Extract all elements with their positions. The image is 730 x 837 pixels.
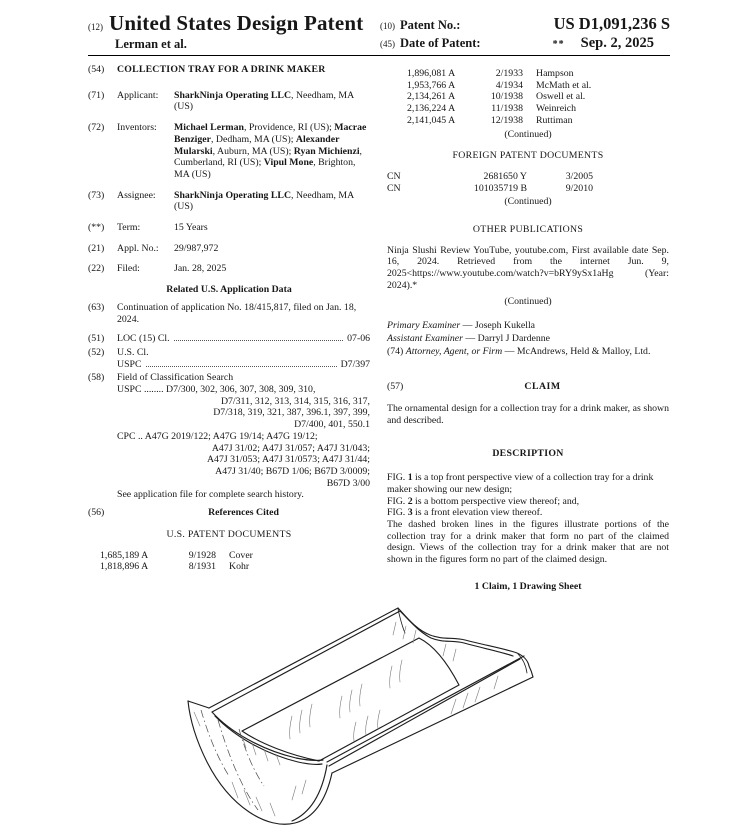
- ref-num-term: (**): [88, 222, 105, 234]
- field-of-search-label: Field of Classification Search: [117, 372, 234, 384]
- ref-num-54: (54): [88, 64, 105, 75]
- uspc-search-line: D7/318, 319, 321, 387, 396.1, 397, 399,: [213, 407, 370, 419]
- doc-date: 9/2010: [565, 182, 593, 194]
- patent-number: US D1,091,236 S: [553, 14, 670, 33]
- doc-number: 2,136,224 A: [407, 103, 456, 115]
- table-row: [407, 115, 669, 127]
- claim-text: The ornamental design for a collection tray for a drink maker, as shown and described.: [387, 403, 669, 426]
- drawing-sheet-note: 1 Claim, 1 Drawing Sheet: [474, 580, 582, 592]
- tray-perspective-drawing-svg: [146, 603, 586, 835]
- references-cited-heading: References Cited: [208, 507, 279, 519]
- cpc-search-line: B67D 3/00: [326, 477, 370, 489]
- invention-title-row: [88, 64, 370, 76]
- filed-value: Jan. 28, 2025: [174, 263, 227, 275]
- ref-num-22: (22): [88, 263, 105, 275]
- continuation-row: [88, 302, 370, 325]
- doc-name: Weinreich: [536, 103, 577, 115]
- ref-num-51: (51): [88, 333, 105, 345]
- appl-no-row: [88, 243, 370, 255]
- two-column-body: [88, 64, 670, 593]
- doc-number: 2681650 Y: [483, 170, 527, 182]
- ref-num-57: (57): [387, 381, 404, 393]
- doc-number: 2,134,261 A: [407, 91, 456, 103]
- ref-num-73: (73): [88, 189, 105, 201]
- left-column: [88, 64, 370, 593]
- continued-note: (Continued): [504, 196, 552, 208]
- description-heading: DESCRIPTION: [492, 448, 564, 460]
- doc-number: 1,953,766 A: [407, 79, 456, 91]
- assistant-examiner-line: Assistant Examiner — Darryl J Dardenne: [387, 332, 550, 344]
- doc-name: Oswell et al.: [536, 91, 586, 103]
- related-data-heading: Related U.S. Application Data: [166, 284, 292, 296]
- assignee-row: [88, 190, 370, 213]
- doc-date: 11/1938: [491, 103, 523, 115]
- doc-date: 10/1938: [490, 91, 523, 103]
- country-code: CN: [387, 170, 401, 182]
- applicant-value: SharkNinja Operating LLC, Needham, MA (US): [174, 89, 354, 113]
- fig-description-line: FIG. 3 is a front elevation view thereof.: [387, 507, 543, 519]
- table-row: [407, 103, 669, 115]
- cpc-search-line: A47J 31/40; B67D 1/06; B67D 3/0009;: [215, 465, 370, 477]
- table-row: [407, 68, 669, 80]
- header-divider: [88, 55, 670, 56]
- ref-num-21: (21): [88, 242, 105, 254]
- assignee-label: Assignee:: [117, 189, 156, 201]
- doc-date: 8/1931: [188, 561, 216, 573]
- dot-leader: [174, 333, 344, 341]
- date-of-patent-label: Date of Patent:: [400, 36, 481, 50]
- appl-no-value: 29/987,972: [174, 242, 219, 254]
- header-left: [88, 11, 380, 52]
- right-column: [387, 64, 669, 593]
- ref-num-12: (12): [88, 22, 103, 32]
- assignee-value: SharkNinja Operating LLC, Needham, MA (US): [174, 189, 354, 213]
- patent-header: [88, 11, 670, 52]
- foreign-patent-documents-heading: FOREIGN PATENT DOCUMENTS: [452, 150, 604, 162]
- term-asterisks: **: [552, 39, 565, 50]
- doc-number: 1,818,896 A: [100, 561, 149, 573]
- table-row: [407, 91, 669, 103]
- term-label: Term:: [117, 222, 141, 234]
- filed-row: [88, 263, 370, 275]
- claim-section: [387, 381, 669, 426]
- ref-num-72: (72): [88, 122, 105, 134]
- us-class-row: [88, 347, 370, 370]
- examiner-block: [387, 320, 669, 357]
- ref-num-10: (10): [380, 21, 395, 31]
- loc-class-row: [88, 333, 370, 345]
- uspc-value: D7/397: [340, 358, 370, 370]
- inventors-row: [88, 122, 370, 181]
- ref-num-71: (71): [88, 89, 105, 101]
- references-cited-row: [88, 507, 370, 519]
- term-row: [88, 222, 370, 234]
- us-patent-documents-table: [88, 550, 370, 573]
- patent-figure-collection-tray: [146, 603, 586, 835]
- header-right: [380, 11, 670, 52]
- continued-note: (Continued): [504, 128, 552, 140]
- uspc-search-line: D7/400, 401, 550.1: [294, 419, 370, 431]
- ref-num-56: (56): [88, 507, 105, 519]
- uspc-search-line: D7/311, 312, 313, 314, 315, 316, 317,: [220, 395, 370, 407]
- appl-no-label: Appl. No.:: [117, 242, 159, 254]
- ref-num-58: (58): [88, 372, 105, 384]
- doc-number: 2,141,045 A: [407, 114, 456, 126]
- cpc-search-line: A47J 31/053; A47J 31/0573; A47J 31/44;: [206, 454, 370, 466]
- claim-heading: CLAIM: [524, 381, 561, 393]
- cpc-search-line: CPC .. A47G 2019/122; A47G 19/14; A47G 19/12;: [117, 430, 318, 442]
- patent-no-label: Patent No.:: [400, 18, 461, 32]
- us-patent-documents-continued-table: [387, 66, 669, 127]
- us-cl-label: U.S. Cl.: [117, 346, 149, 358]
- ref-num-52: (52): [88, 346, 105, 358]
- country-code: CN: [387, 182, 401, 194]
- applicant-label: Applicant:: [117, 89, 159, 101]
- table-row: [100, 550, 370, 562]
- loc-value: 07-06: [347, 333, 370, 345]
- broken-lines-statement: The dashed broken lines in the figures illustrate portions of the collection tray for a drink maker that form no part of the claimed design. Views of the collection tray for a drink maker that are not shown in the figures form no part of the claimed design.: [387, 518, 669, 566]
- doc-name: Hampson: [536, 68, 574, 79]
- applicant-row: [88, 90, 370, 113]
- doc-name: Kohr: [229, 561, 250, 573]
- search-history-note: See application file for complete search history.: [117, 489, 304, 501]
- doc-date: 9/1928: [188, 549, 216, 561]
- uspc-search-line: USPC ........ D7/300, 302, 306, 307, 308, 309, 310,: [117, 384, 316, 396]
- description-section: [387, 448, 669, 592]
- doc-number: 101035719 B: [473, 182, 527, 194]
- loc-label: LOC (15) Cl.: [117, 333, 170, 345]
- attorney-line: (74) Attorney, Agent, or Firm — McAndrews, Held & Malloy, Ltd.: [387, 345, 651, 357]
- other-publications-text: Ninja Slushi Review YouTube, youtube.com, First available date Sep. 16, 2024. Retrieved from the internet Jun. 9, 2025<https://www.youtube.com/watch?v=bRY9ySx1aHg (Year: 2024).*: [387, 244, 669, 291]
- inventors-value: Michael Lerman, Providence, RI (US); Macrae Benziger, Dedham, MA (US); Alexander Mularski, Auburn, MA (US); Ryan Michienzi, Cumberland, RI (US); Vipul Mone, Brighton, MA (US): [174, 122, 367, 180]
- doc-number: 1,685,189 A: [100, 549, 149, 561]
- us-patent-documents-heading: U.S. PATENT DOCUMENTS: [166, 528, 292, 540]
- filed-label: Filed:: [117, 263, 140, 275]
- field-of-search-row: [88, 372, 370, 501]
- term-value: 15 Years: [174, 222, 208, 234]
- primary-examiner-line: Primary Examiner — Joseph Kukella: [387, 320, 536, 332]
- page-title: United States Design Patent: [109, 11, 364, 35]
- fig-description-line: FIG. 2 is a bottom perspective view thereof; and,: [387, 495, 580, 507]
- dot-leader: [146, 359, 337, 367]
- table-row: [387, 183, 669, 195]
- other-publications-heading: OTHER PUBLICATIONS: [472, 224, 584, 236]
- foreign-patent-documents-table: [387, 171, 669, 194]
- invention-title: COLLECTION TRAY FOR A DRINK MAKER: [117, 64, 326, 75]
- table-row: [407, 80, 669, 92]
- ref-num-63: (63): [88, 301, 105, 313]
- doc-number: 1,896,081 A: [407, 68, 456, 79]
- cpc-search-line: A47J 31/02; A47J 31/057; A47J 31/043;: [211, 442, 370, 454]
- uspc-label: USPC: [117, 358, 142, 370]
- fig-description-line: FIG. 1 is a top front perspective view of a collection tray for a drink maker showing our new design;: [387, 472, 654, 495]
- doc-name: Cover: [229, 549, 253, 561]
- inventor-byline: Lerman et al.: [115, 37, 187, 51]
- patent-date: Sep. 2, 2025: [580, 35, 654, 51]
- doc-name: McMath et al.: [536, 79, 592, 91]
- continued-note: (Continued): [504, 295, 552, 307]
- doc-date: 2/1933: [495, 68, 523, 79]
- continuation-text: Continuation of application No. 18/415,817, filed on Jan. 18, 2024.: [117, 301, 357, 325]
- ref-num-45: (45): [380, 39, 395, 49]
- doc-date: 3/2005: [565, 170, 593, 182]
- doc-date: 4/1934: [495, 79, 523, 91]
- inventors-label: Inventors:: [117, 122, 157, 134]
- doc-date: 12/1938: [490, 114, 523, 126]
- table-row: [387, 171, 669, 183]
- table-row: [100, 561, 370, 573]
- doc-name: Ruttiman: [536, 114, 573, 126]
